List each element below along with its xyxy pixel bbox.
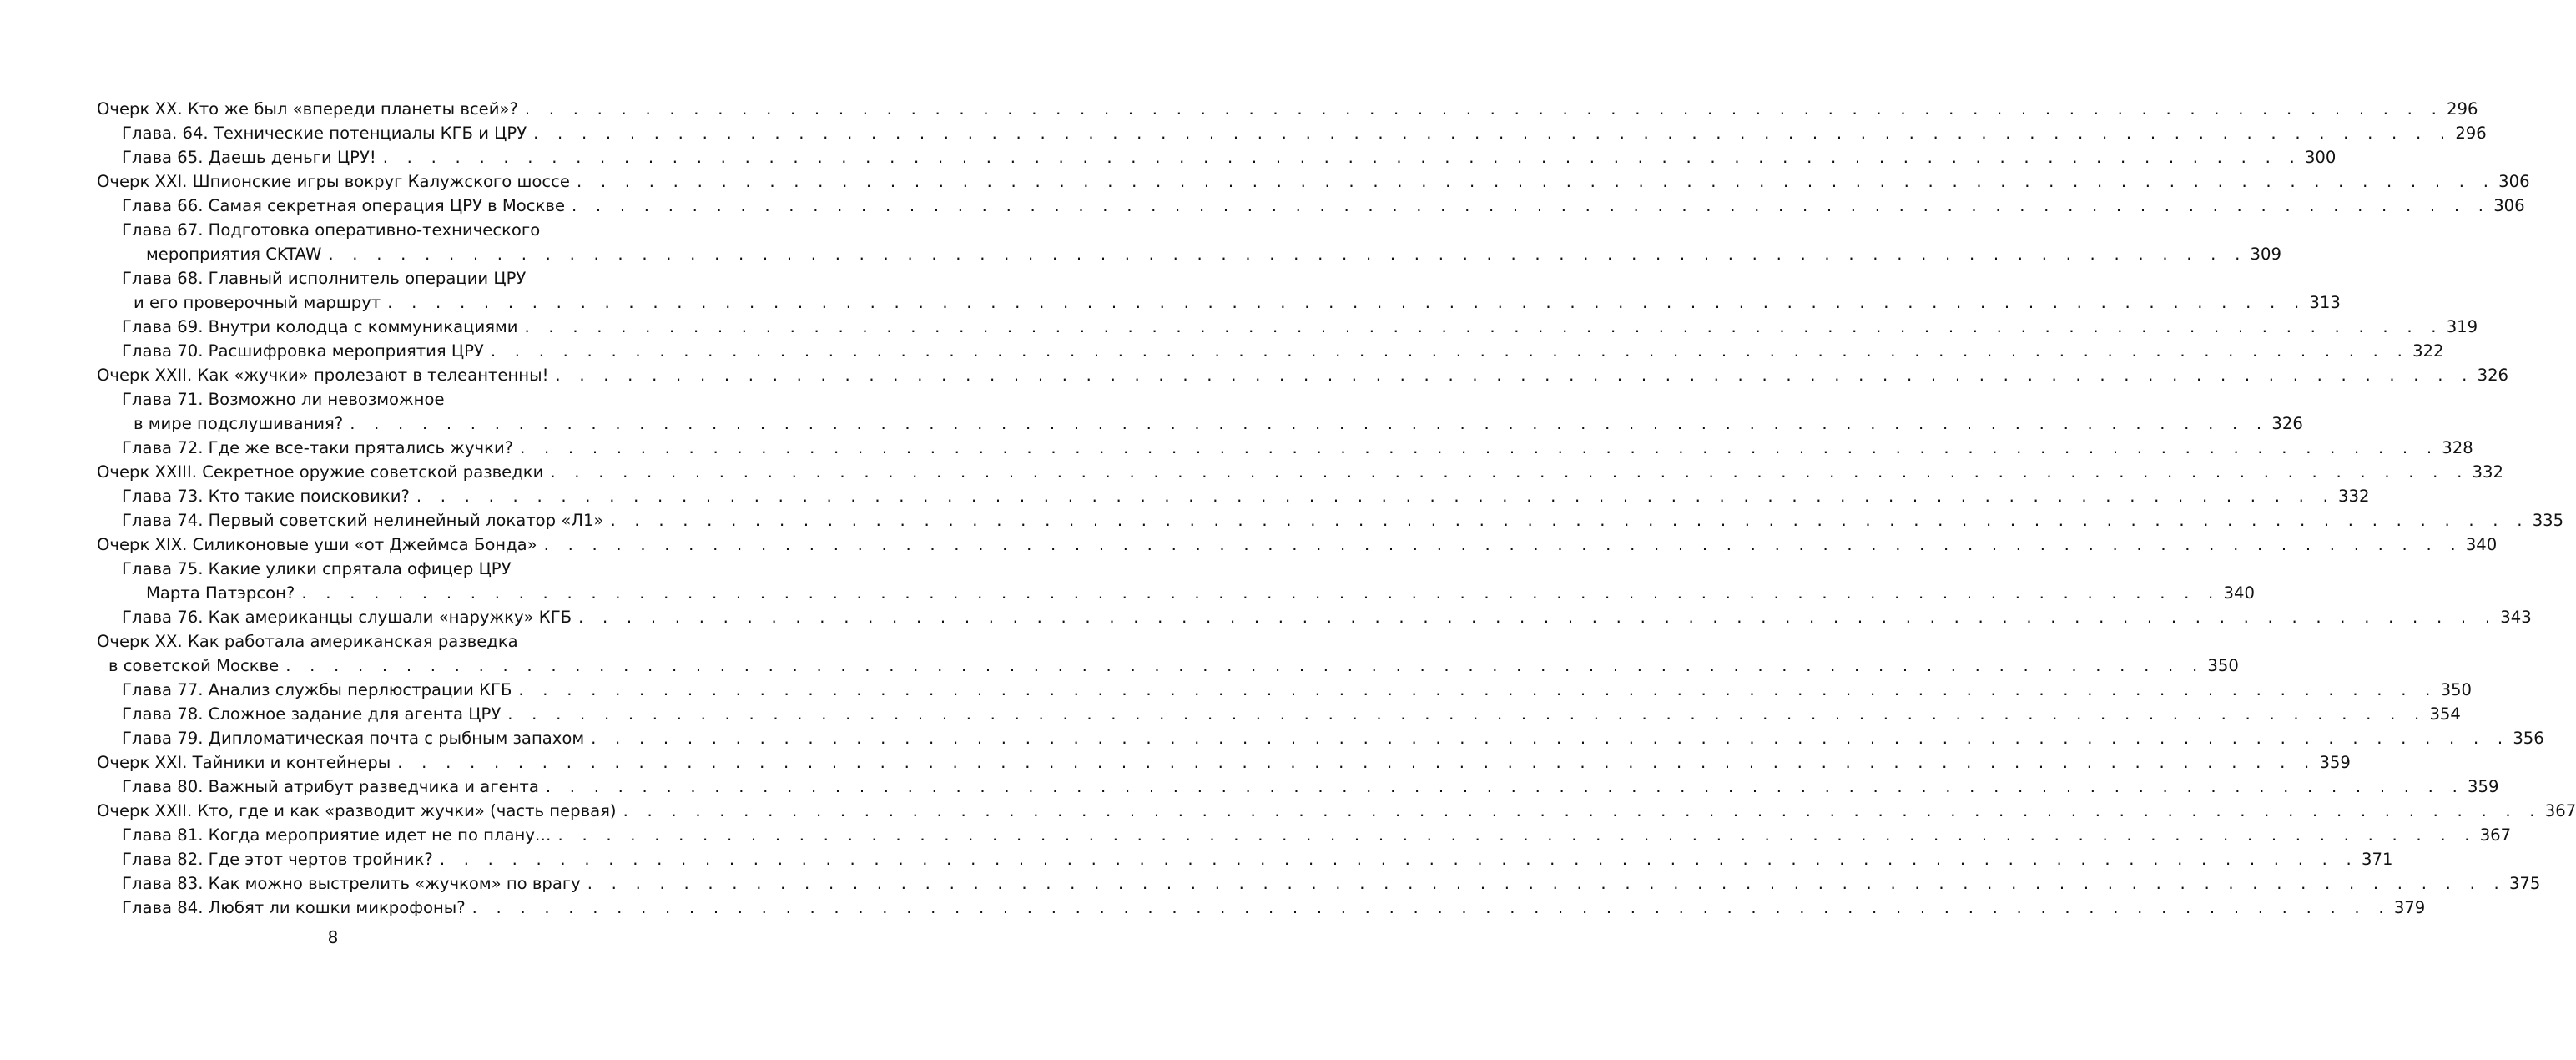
page-number: 8 <box>327 927 339 947</box>
toc-section-entry <box>97 460 2503 484</box>
toc-chapter-entry <box>122 484 2370 508</box>
dot-leader: . . . . . . . . . . . . . . . . . . . . . . . . . . . . . . . . . . . . . . . . . . . . . . . . . . . . . . . . . . . . . . . . . . . . . . . . . . . . . . . . <box>490 341 2410 361</box>
toc-entry-title: Глава 68. Главный исполнитель операции ЦРУ <box>122 269 527 288</box>
toc-entry-page: 326 <box>2271 414 2303 433</box>
toc-chapter-entry <box>122 508 2564 533</box>
dot-leader: . . . . . . . . . . . . . . . . . . . . . . . . . . . . . . . . . . . . . . . . . . . . . . . . . . . . . . . . . . . . . . . . . . . . . . . . . . . . . . . . <box>572 196 2491 215</box>
toc-chapter-entry <box>146 581 2255 605</box>
dot-leader: . . . . . . . . . . . . . . . . . . . . . . . . . . . . . . . . . . . . . . . . . . . . . . . . . . . . . . . . . . . . . . . . . . . . . . . . . . . . . . . . <box>382 148 2301 167</box>
dot-leader: . . . . . . . . . . . . . . . . . . . . . . . . . . . . . . . . . . . . . . . . . . . . . . . . . . . . . . . . . . . . . . . . . . . . . . . . . . . . . . . . <box>524 317 2443 336</box>
toc-entry-page: 367 <box>2479 825 2512 845</box>
toc-chapter-entry <box>122 557 588 581</box>
toc-entry-title: Глава 78. Сложное задание для агента ЦРУ <box>122 704 502 724</box>
toc-section-entry <box>97 629 588 654</box>
toc-entry-title: Глава 76. Как американцы слушали «наружку» КГБ <box>122 608 572 627</box>
toc-entry-page: 300 <box>2304 148 2337 167</box>
toc-entry-title: Очерк XX. Кто же был «впереди планеты всей»? <box>97 99 518 119</box>
toc-entry-page: 296 <box>2447 99 2478 119</box>
toc-entry-title: в мире подслушивания? <box>134 414 344 433</box>
toc-entry-title: Глава 81. Когда мероприятие идет не по плану… <box>122 825 552 845</box>
dot-leader: . . . . . . . . . . . . . . . . . . . . . . . . . . . . . . . . . . . . . . . . . . . . . . . . . . . . . . . . . . . . . . . . . . . . . . . . . . . . . . . . <box>545 777 2465 796</box>
toc-chapter-entry <box>122 847 2393 871</box>
toc-entry-title: Глава 79. Дипломатическая почта с рыбным запахом <box>122 729 585 748</box>
dot-leader: . . . . . . . . . . . . . . . . . . . . . . . . . . . . . . . . . . . . . . . . . . . . . . . . . . . . . . . . . . . . . . . . . . . . . . . . . . . . . . . . <box>507 704 2427 724</box>
toc-chapter-entry <box>122 315 2478 339</box>
toc-chapter-entry <box>122 775 2499 799</box>
dot-leader: . . . . . . . . . . . . . . . . . . . . . . . . . . . . . . . . . . . . . . . . . . . . . . . . . . . . . . . . . . . . . . . . . . . . . . . . . . . . . . . . <box>550 462 2469 482</box>
dot-leader: . . . . . . . . . . . . . . . . . . . . . . . . . . . . . . . . . . . . . . . . . . . . . . . . . . . . . . . . . . . . . . . . . . . . . . . . . . . . . . . . <box>591 729 2510 748</box>
toc-entry-title: в советской Москве <box>108 656 280 675</box>
dot-leader: . . . . . . . . . . . . . . . . . . . . . . . . . . . . . . . . . . . . . . . . . . . . . . . . . . . . . . . . . . . . . . . . . . . . . . . . . . . . . . . . <box>623 801 2542 820</box>
toc-entry-title: Глава 74. Первый советский нелинейный локатор «Л1» <box>122 511 604 530</box>
toc-entry-page: 375 <box>2508 874 2541 893</box>
toc-entry-title: Очерк XXI. Тайники и контейнеры <box>97 753 391 772</box>
toc-chapter-entry <box>122 266 588 290</box>
toc-chapter-entry <box>122 605 2532 629</box>
toc-entry-page: 379 <box>2393 898 2426 917</box>
toc-entry-page: 354 <box>2429 704 2461 724</box>
toc-entry-title: Очерк XIX. Силиконовые уши «от Джеймса Бонда» <box>97 535 537 554</box>
toc-entry-title: Глава 66. Самая секретная операция ЦРУ в Москве <box>122 196 566 215</box>
toc-entry-title: Глава 82. Где этот чертов тройник? <box>122 850 433 869</box>
toc-entry-page: 340 <box>2465 535 2498 554</box>
dot-leader: . . . . . . . . . . . . . . . . . . . . . . . . . . . . . . . . . . . . . . . . . . . . . . . . . . . . . . . . . . . . . . . . . . . . . . . . . . . . . . . . <box>416 487 2336 506</box>
dot-leader: . . . . . . . . . . . . . . . . . . . . . . . . . . . . . . . . . . . . . . . . . . . . . . . . . . . . . . . . . . . . . . . . . . . . . . . . . . . . . . . . <box>610 511 2529 530</box>
dot-leader: . . . . . . . . . . . . . . . . . . . . . . . . . . . . . . . . . . . . . . . . . . . . . . . . . . . . . . . . . . . . . . . . . . . . . . . . . . . . . . . . <box>557 825 2477 845</box>
toc-entry-title: Глава 80. Важный атрибут разведчика и агента <box>122 777 539 796</box>
toc-section-entry <box>97 363 2509 387</box>
toc-chapter-entry <box>122 896 2426 920</box>
dot-leader: . . . . . . . . . . . . . . . . . . . . . . . . . . . . . . . . . . . . . . . . . . . . . . . . . . . . . . . . . . . . . . . . . . . . . . . . . . . . . . . . <box>387 293 2306 312</box>
toc-entry-title: Глава 72. Где же все-таки прятались жучки? <box>122 438 514 457</box>
toc-chapter-entry <box>122 702 2461 726</box>
toc-entry-title: Глава 83. Как можно выстрелить «жучком» по врагу <box>122 874 581 893</box>
toc-entry-page: 359 <box>2319 753 2351 772</box>
dot-leader: . . . . . . . . . . . . . . . . . . . . . . . . . . . . . . . . . . . . . . . . . . . . . . . . . . . . . . . . . . . . . . . . . . . . . . . . . . . . . . . . <box>524 99 2444 119</box>
toc-entry-title: Глава 69. Внутри колодца с коммуникациями <box>122 317 518 336</box>
toc-entry-page: 371 <box>2362 850 2393 869</box>
toc-entry-title: Глава 77. Анализ службы перлюстрации КГБ <box>122 680 512 699</box>
toc-entry-page: 326 <box>2477 366 2509 385</box>
toc-entry-title: Глава 73. Кто такие поисковики? <box>122 487 410 506</box>
dot-leader: . . . . . . . . . . . . . . . . . . . . . . . . . . . . . . . . . . . . . . . . . . . . . . . . . . . . . . . . . . . . . . . . . . . . . . . . . . . . . . . . <box>301 583 2221 603</box>
toc-entry-page: 356 <box>2513 729 2544 748</box>
toc-entry-page: 309 <box>2250 245 2281 264</box>
dot-leader: . . . . . . . . . . . . . . . . . . . . . . . . . . . . . . . . . . . . . . . . . . . . . . . . . . . . . . . . . . . . . . . . . . . . . . . . . . . . . . . . <box>518 680 2437 699</box>
toc-entry-title: мероприятия CKTAW <box>146 245 322 264</box>
toc-chapter-entry <box>146 242 2281 266</box>
dot-leader: . . . . . . . . . . . . . . . . . . . . . . . . . . . . . . . . . . . . . . . . . . . . . . . . . . . . . . . . . . . . . . . . . . . . . . . . . . . . . . . . <box>576 172 2496 191</box>
toc-entry-title: и его проверочный маршрут <box>134 293 381 312</box>
toc-chapter-entry <box>122 121 2487 145</box>
toc-entry-page: 313 <box>2309 293 2341 312</box>
toc-entry-title: Глава 70. Расшифровка мероприятия ЦРУ <box>122 341 484 361</box>
toc-chapter-entry <box>122 823 2512 847</box>
dot-leader: . . . . . . . . . . . . . . . . . . . . . . . . . . . . . . . . . . . . . . . . . . . . . . . . . . . . . . . . . . . . . . . . . . . . . . . . . . . . . . . . <box>285 656 2205 675</box>
toc-entry-page: 306 <box>2498 172 2530 191</box>
toc-entry-page: 335 <box>2532 511 2564 530</box>
toc-chapter-entry <box>122 387 588 411</box>
toc-chapter-entry <box>122 726 2544 750</box>
toc-entry-title: Глава 84. Любят ли кошки микрофоны? <box>122 898 466 917</box>
toc-entry-page: 319 <box>2446 317 2478 336</box>
toc-section-entry <box>97 97 2478 121</box>
toc-entry-page: 332 <box>2472 462 2503 482</box>
toc-chapter-entry <box>122 194 2525 218</box>
dot-leader: . . . . . . . . . . . . . . . . . . . . . . . . . . . . . . . . . . . . . . . . . . . . . . . . . . . . . . . . . . . . . . . . . . . . . . . . . . . . . . . . <box>520 438 2439 457</box>
toc-entry-title: Очерк XXIII. Секретное оружие советской разведки <box>97 462 544 482</box>
toc-section-entry <box>97 799 2576 823</box>
toc-entry-title: Глава 67. Подготовка оперативно-технического <box>122 220 541 240</box>
toc-entry-page: 322 <box>2412 341 2444 361</box>
toc-entry-title: Глава 71. Возможно ли невозможное <box>122 390 445 409</box>
dot-leader: . . . . . . . . . . . . . . . . . . . . . . . . . . . . . . . . . . . . . . . . . . . . . . . . . . . . . . . . . . . . . . . . . . . . . . . . . . . . . . . . <box>439 850 2359 869</box>
toc-entry-title: Марта Патэрсон? <box>146 583 295 603</box>
toc-entry-title: Очерк XXII. Как «жучки» пролезают в телеантенны! <box>97 366 549 385</box>
toc-entry-title: Глава. 64. Технические потенциалы КГБ и ЦРУ <box>122 124 527 143</box>
toc-section-entry <box>97 750 2351 775</box>
toc-chapter-entry <box>122 218 588 242</box>
dot-leader: . . . . . . . . . . . . . . . . . . . . . . . . . . . . . . . . . . . . . . . . . . . . . . . . . . . . . . . . . . . . . . . . . . . . . . . . . . . . . . . . <box>555 366 2474 385</box>
toc-entry-page: 350 <box>2207 656 2239 675</box>
dot-leader: . . . . . . . . . . . . . . . . . . . . . . . . . . . . . . . . . . . . . . . . . . . . . . . . . . . . . . . . . . . . . . . . . . . . . . . . . . . . . . . . <box>533 124 2452 143</box>
toc-entry-page: 328 <box>2442 438 2473 457</box>
toc-entry-title: Глава 65. Даешь деньги ЦРУ! <box>122 148 376 167</box>
dot-leader: . . . . . . . . . . . . . . . . . . . . . . . . . . . . . . . . . . . . . . . . . . . . . . . . . . . . . . . . . . . . . . . . . . . . . . . . . . . . . . . . <box>328 245 2247 264</box>
dot-leader: . . . . . . . . . . . . . . . . . . . . . . . . . . . . . . . . . . . . . . . . . . . . . . . . . . . . . . . . . . . . . . . . . . . . . . . . . . . . . . . . <box>350 414 2269 433</box>
dot-leader: . . . . . . . . . . . . . . . . . . . . . . . . . . . . . . . . . . . . . . . . . . . . . . . . . . . . . . . . . . . . . . . . . . . . . . . . . . . . . . . . <box>471 898 2391 917</box>
toc-section-entry <box>97 169 2530 194</box>
dot-leader: . . . . . . . . . . . . . . . . . . . . . . . . . . . . . . . . . . . . . . . . . . . . . . . . . . . . . . . . . . . . . . . . . . . . . . . . . . . . . . . . <box>397 753 2316 772</box>
toc-entry-title: Очерк XX. Как работала американская разведка <box>97 632 518 651</box>
toc-entry-title: Очерк XXI. Шпионские игры вокруг Калужского шоссе <box>97 172 570 191</box>
toc-entry-page: 350 <box>2440 680 2472 699</box>
toc-chapter-entry <box>122 871 2541 896</box>
dot-leader: . . . . . . . . . . . . . . . . . . . . . . . . . . . . . . . . . . . . . . . . . . . . . . . . . . . . . . . . . . . . . . . . . . . . . . . . . . . . . . . . <box>578 608 2498 627</box>
toc-entry-page: 332 <box>2338 487 2370 506</box>
toc-chapter-entry <box>122 145 2337 169</box>
toc-entry-page: 296 <box>2455 124 2487 143</box>
toc-entry-title: Глава 75. Какие улики спрятала офицер ЦРУ <box>122 559 512 578</box>
toc-chapter-entry <box>134 290 2341 315</box>
dot-leader: . . . . . . . . . . . . . . . . . . . . . . . . . . . . . . . . . . . . . . . . . . . . . . . . . . . . . . . . . . . . . . . . . . . . . . . . . . . . . . . . <box>587 874 2506 893</box>
toc-chapter-entry <box>122 339 2444 363</box>
toc-chapter-entry <box>122 436 2473 460</box>
toc-entry-title: Очерк XXII. Кто, где и как «разводит жучки» (часть первая) <box>97 801 617 820</box>
toc-entry-page: 340 <box>2223 583 2255 603</box>
toc-entry-page: 359 <box>2468 777 2499 796</box>
toc-chapter-entry <box>108 654 2239 678</box>
toc-entry-page: 306 <box>2493 196 2525 215</box>
dot-leader: . . . . . . . . . . . . . . . . . . . . . . . . . . . . . . . . . . . . . . . . . . . . . . . . . . . . . . . . . . . . . . . . . . . . . . . . . . . . . . . . <box>543 535 2463 554</box>
toc-section-entry <box>97 533 2498 557</box>
toc-entry-page: 367 <box>2544 801 2576 820</box>
toc-chapter-entry <box>122 678 2472 702</box>
toc-entry-page: 343 <box>2500 608 2532 627</box>
toc-chapter-entry <box>134 411 2303 436</box>
